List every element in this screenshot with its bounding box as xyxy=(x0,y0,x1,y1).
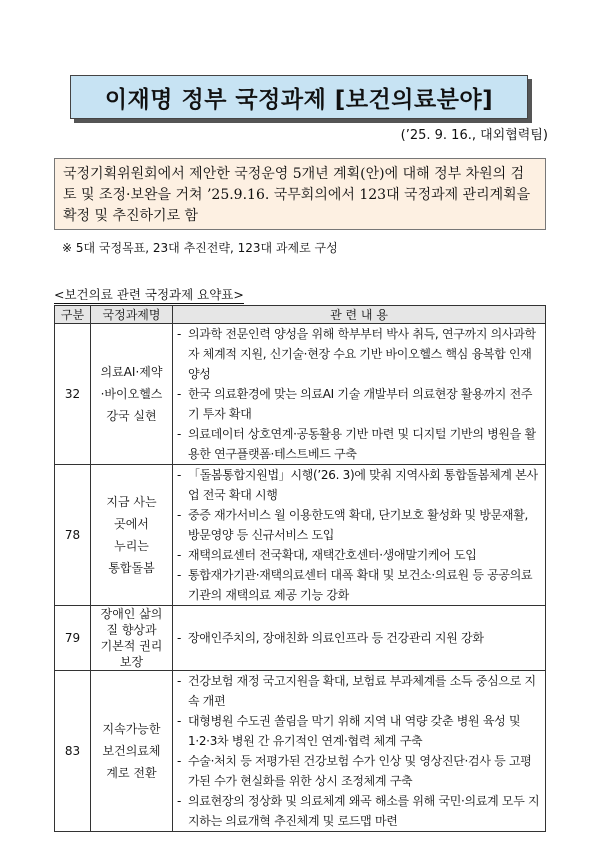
table-row xyxy=(55,465,546,606)
task-name: 장애인 삶의 질 향상과 기본적 권리 보장 xyxy=(91,606,173,671)
list-item: - 재택의료센터 전국확대, 재택간호센터·생애말기케어 도입 xyxy=(177,548,477,562)
table-row xyxy=(55,324,546,465)
list-item: - 한국 의료환경에 맞는 의료AI 기술 개발부터 의료현장 활용까지 전주기 투자 확대 xyxy=(177,387,533,421)
page-title: 이재명 정부 국정과제 [보건의료분야] xyxy=(104,86,494,113)
list-item: - 장애인주치의, 장애친화 의료인프라 등 건강관리 지원 강화 xyxy=(177,631,484,645)
header-content: 관 련 내 용 xyxy=(173,306,546,324)
list-item: - 건강보험 재정 국고지원을 확대, 보험료 부과체계를 소득 중심으로 지속 개편 xyxy=(177,674,536,708)
task-number: 32 xyxy=(55,324,91,465)
table-header-row xyxy=(55,306,546,324)
table-title xyxy=(54,285,244,303)
summary-table xyxy=(54,305,546,832)
task-name: 의료AI·제약 ·바이오헬스 강국 실현 xyxy=(91,324,173,465)
task-content xyxy=(173,671,546,832)
header-task-name: 국정과제명 xyxy=(91,306,173,324)
list-item: - 의료데이터 상호연계·공동활용 기반 마련 및 디지털 기반의 병원을 활용한 연구플랫폼·테스트베드 구축 xyxy=(177,427,536,461)
date-label: (’25. 9. 16., 대외협력팀) xyxy=(400,128,548,143)
task-content xyxy=(173,324,546,465)
task-name: 지속가능한 보건의료체 계로 전환 xyxy=(91,671,173,832)
list-item: - 통합재가기관·재택의료센터 대폭 확대 및 보건소·의료원 등 공공의료기관의 재택의료 제공 기능 강화 xyxy=(177,568,533,602)
list-item: - 중증 재가서비스 월 이용한도액 확대, 단기보호 활성화 및 방문재활, 방문영양 등 신규서비스 도입 xyxy=(177,508,529,542)
task-number: 78 xyxy=(55,465,91,606)
list-item: - 「돌봄통합지원법」시행(’26. 3)에 맞춰 지역사회 통합돌봄체계 본사업 전국 확대 시행 xyxy=(177,468,538,502)
note-text: ※ 5대 국정목표, 23대 추진전략, 123대 과제로 구성 xyxy=(62,241,338,255)
table-row xyxy=(55,606,546,671)
list-item: - 의과학 전문인력 양성을 위해 학부부터 박사 취득, 연구까지 의사과학자 체계적 지원, 신기술·현장 수요 기반 바이오헬스 핵심 융복합 인재 양성 xyxy=(177,327,536,381)
list-item: - 수술·처치 등 저평가된 건강보험 수가 인상 및 영상진단·검사 등 고평가된 수가 현실화를 위한 상시 조정체계 구축 xyxy=(177,754,532,788)
header-category: 구분 xyxy=(55,306,91,324)
task-number: 83 xyxy=(55,671,91,832)
summary-text: 국정기획위원회에서 제안한 국정운영 5개년 계획(안)에 대해 정부 차원의 검토 및 조정·보완을 거쳐 ’25.9.16. 국무회의에서 123대 국정과제 관리계획을 확정 및 추진하기로 함 xyxy=(63,166,531,224)
summary-box xyxy=(54,158,546,230)
task-content xyxy=(173,606,546,671)
list-item: - 의료현장의 정상화 및 의료체계 왜곡 해소를 위해 국민·의료계 모두 지지하는 의료개혁 추진체계 및 로드맵 마련 xyxy=(177,794,540,828)
task-number: 79 xyxy=(55,606,91,671)
page-title-box xyxy=(70,75,528,119)
task-content xyxy=(173,465,546,606)
table-title-text: <보건의료 관련 국정과제 요약표> xyxy=(54,287,244,302)
table-row xyxy=(55,671,546,832)
task-name: 지금 사는 곳에서 누리는 통합돌봄 xyxy=(91,465,173,606)
list-item: - 대형병원 수도권 쏠림을 막기 위해 지역 내 역량 갖춘 병원 육성 및 1·2·3차 병원 간 유기적인 연계·협력 체계 구축 xyxy=(177,714,521,748)
